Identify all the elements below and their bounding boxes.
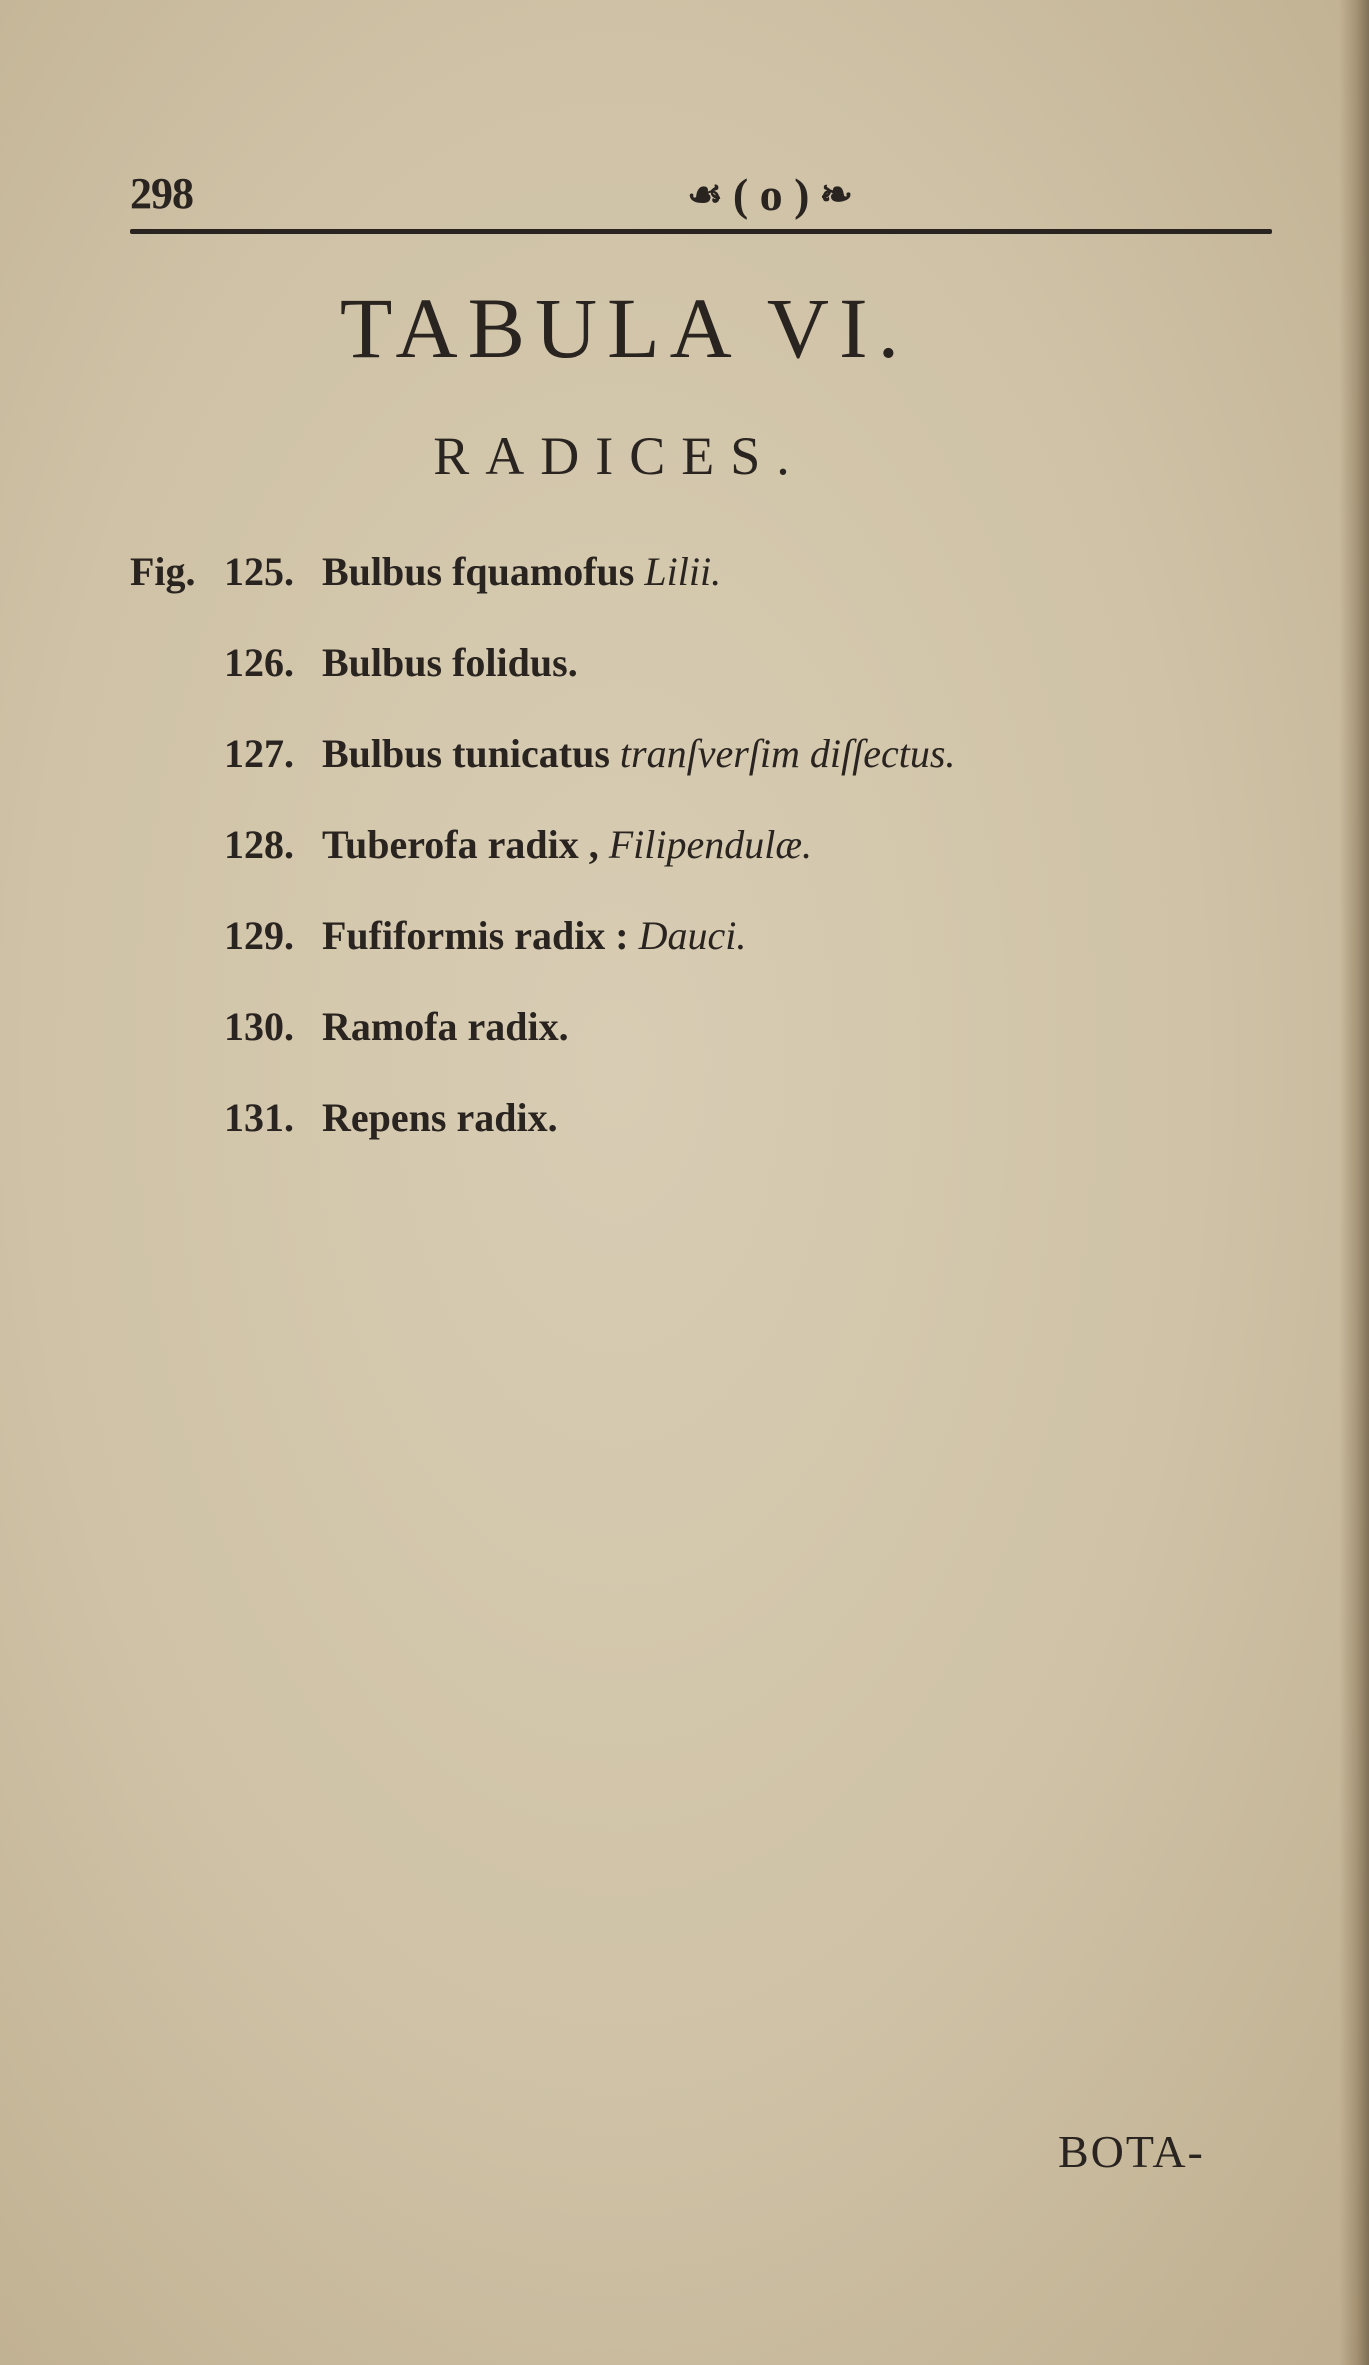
- flourish-left-icon: ☙: [686, 172, 723, 217]
- flourish-right-icon: ❧: [819, 172, 853, 217]
- fig-name: Tuberofa radix ,: [322, 822, 599, 867]
- figure-list: [130, 542, 1230, 1179]
- fig-specimen: Lilii.: [644, 549, 722, 594]
- fig-number: 126.: [224, 640, 294, 685]
- figure-item: [130, 724, 1230, 815]
- fig-specimen: tranſverſim diſſectus.: [619, 731, 956, 776]
- running-header: [130, 168, 1270, 228]
- catchword: BOTA-: [1058, 2126, 1205, 2177]
- fig-number: 129.: [224, 913, 294, 958]
- plate-subtitle: RADICES.: [433, 426, 806, 486]
- fig-name: Fufiformis radix :: [322, 913, 629, 958]
- header-ornament: [530, 168, 1010, 221]
- figure-item: [130, 542, 1230, 633]
- page-number: 298: [130, 169, 193, 218]
- fig-prefix: Fig.: [130, 549, 196, 594]
- fig-name: Bulbus fquamofus: [322, 549, 635, 594]
- ornament-center: ( o ): [732, 169, 810, 220]
- plate-title: TABULA VI.: [339, 280, 910, 376]
- fig-name: Bulbus tunicatus: [322, 731, 610, 776]
- fig-name: Repens radix.: [322, 1095, 558, 1140]
- fig-specimen: Dauci.: [638, 913, 747, 958]
- fig-name: Ramofa radix.: [322, 1004, 569, 1049]
- fig-number: 125.: [224, 549, 294, 594]
- header-rule: [130, 229, 1272, 234]
- figure-item: [130, 815, 1230, 906]
- figure-item: [130, 906, 1230, 997]
- fig-name: Bulbus folidus.: [322, 640, 578, 685]
- figure-item: [130, 997, 1230, 1088]
- fig-number: 128.: [224, 822, 294, 867]
- fig-number: 130.: [224, 1004, 294, 1049]
- fig-specimen: Filipendulæ.: [608, 822, 813, 867]
- figure-item: [130, 633, 1230, 724]
- figure-item: [130, 1088, 1230, 1179]
- fig-number: 127.: [224, 731, 294, 776]
- fig-number: 131.: [224, 1095, 294, 1140]
